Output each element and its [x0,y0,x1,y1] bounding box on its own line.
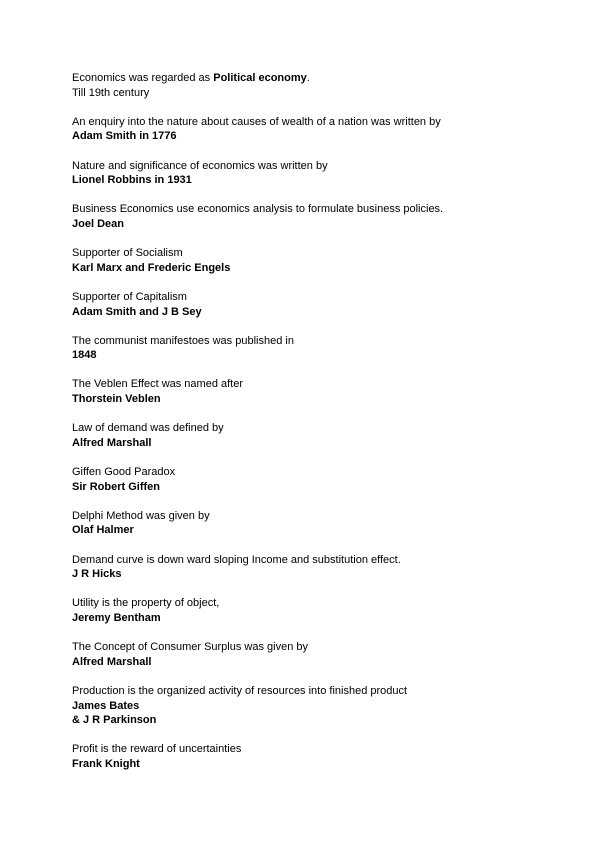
entry-block [72,421,552,450]
entry-answer: Lionel Robbins in 1931 [72,174,192,187]
entry-block [72,202,552,231]
entry-answer: & J R Parkinson [72,714,157,727]
entries-list [72,115,552,772]
entry-question: Nature and significance of economics was written by [72,159,328,172]
entry-answer: Sir Robert Giffen [72,480,161,493]
entry-question: Production is the organized activity of resources into finished product [72,684,408,697]
entry-block [72,742,552,771]
intro-bold-term: Political economy [213,72,307,84]
entry-block [72,290,552,319]
entry-block [72,684,552,728]
entry-question: Profit is the reward of uncertainties [72,743,242,756]
entry-question: Giffen Good Paradox [72,466,176,479]
entry-block [72,553,552,582]
entry-answer: Alfred Marshall [72,436,152,449]
intro-entry [72,71,552,100]
entry-question: An enquiry into the nature about causes of wealth of a nation was written by [72,115,441,128]
entry-answer: Joel Dean [72,217,124,230]
entry-answer: Karl Marx and Frederic Engels [72,261,231,274]
entry-answer: Adam Smith and J B Sey [72,305,202,318]
entry-answer: Jeremy Bentham [72,611,161,624]
entry-question: Business Economics use economics analysis to formulate business policies. [72,203,444,216]
entry-block [72,334,552,363]
entry-answer: 1848 [72,349,97,362]
entry-question: Law of demand was defined by [72,422,224,435]
entry-question: Supporter of Capitalism [72,290,187,303]
entry-answer: Alfred Marshall [72,655,152,668]
entry-question: Utility is the property of object, [72,597,220,610]
entry-question: The Veblen Effect was named after [72,378,244,391]
entry-answer: Olaf Halmer [72,524,134,537]
entry-answer: James Bates [72,699,140,712]
entry-block [72,377,552,406]
intro-text: Economics was regarded as [72,72,214,84]
entry-question: Delphi Method was given by [72,509,210,522]
entry-question: The Concept of Consumer Surplus was given by [72,641,309,654]
document-page [72,71,552,786]
entry-block [72,640,552,669]
entry-block [72,115,552,144]
entry-answer: J R Hicks [72,568,122,581]
entry-block [72,465,552,494]
intro-line [72,71,552,86]
entry-block [72,159,552,188]
entry-block [72,509,552,538]
entry-answer: Thorstein Veblen [72,393,161,406]
entry-question: The communist manifestoes was published in [72,334,294,347]
entry-block [72,596,552,625]
entry-block [72,246,552,275]
intro-line-2: Till 19th century [72,86,150,99]
entry-question: Supporter of Socialism [72,247,183,260]
entry-question: Demand curve is down ward sloping Income and substitution effect. [72,553,401,566]
entry-answer: Frank Knight [72,757,140,770]
entry-answer: Adam Smith in 1776 [72,130,177,143]
intro-text-end: . [306,72,310,84]
